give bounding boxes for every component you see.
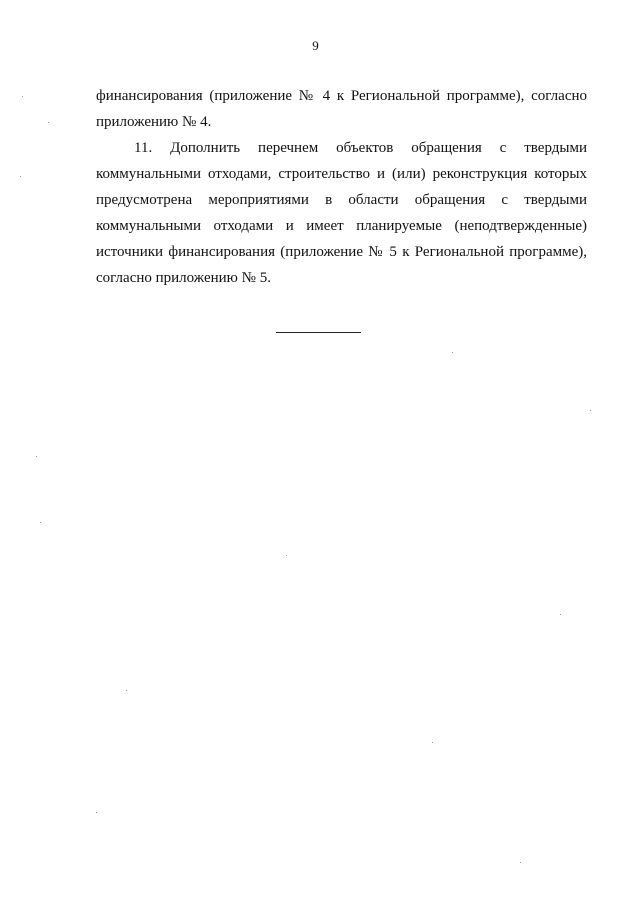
closing-rule [276,332,361,333]
paragraph-line: коммунальными отходами и имеет планируемые (неподтвержденные) [96,218,587,234]
paragraph-line: коммунальными отходами, строительство и (или) реконструкция которых [96,166,587,182]
scan-speck [126,690,127,691]
scan-speck [560,614,561,615]
page-number: 9 [312,38,319,53]
paragraph-line: предусмотрена мероприятиями в области обращения с твердыми [96,192,587,208]
scan-speck [40,522,41,523]
paragraph-line: приложению № 4. [96,114,212,130]
scan-speck [20,176,21,177]
paragraph-line: согласно приложению № 5. [96,270,271,286]
paragraph-line: финансирования (приложение № 4 к Региональной программе), согласно [96,88,587,104]
scan-speck [452,352,453,353]
scan-speck [520,862,521,863]
scan-speck [286,555,287,556]
paragraph-item-11 [96,135,587,291]
paragraph-line: 11. Дополнить перечнем объектов обращения с твердыми [134,140,587,156]
scan-speck [96,812,97,813]
scan-speck [590,410,591,411]
paragraph-line: источники финансирования (приложение № 5 к Региональной программе), [96,244,587,260]
continued-paragraph [96,83,587,135]
scan-speck [36,456,37,457]
scan-speck [22,96,23,97]
scan-speck [48,122,49,123]
scan-speck [432,742,433,743]
